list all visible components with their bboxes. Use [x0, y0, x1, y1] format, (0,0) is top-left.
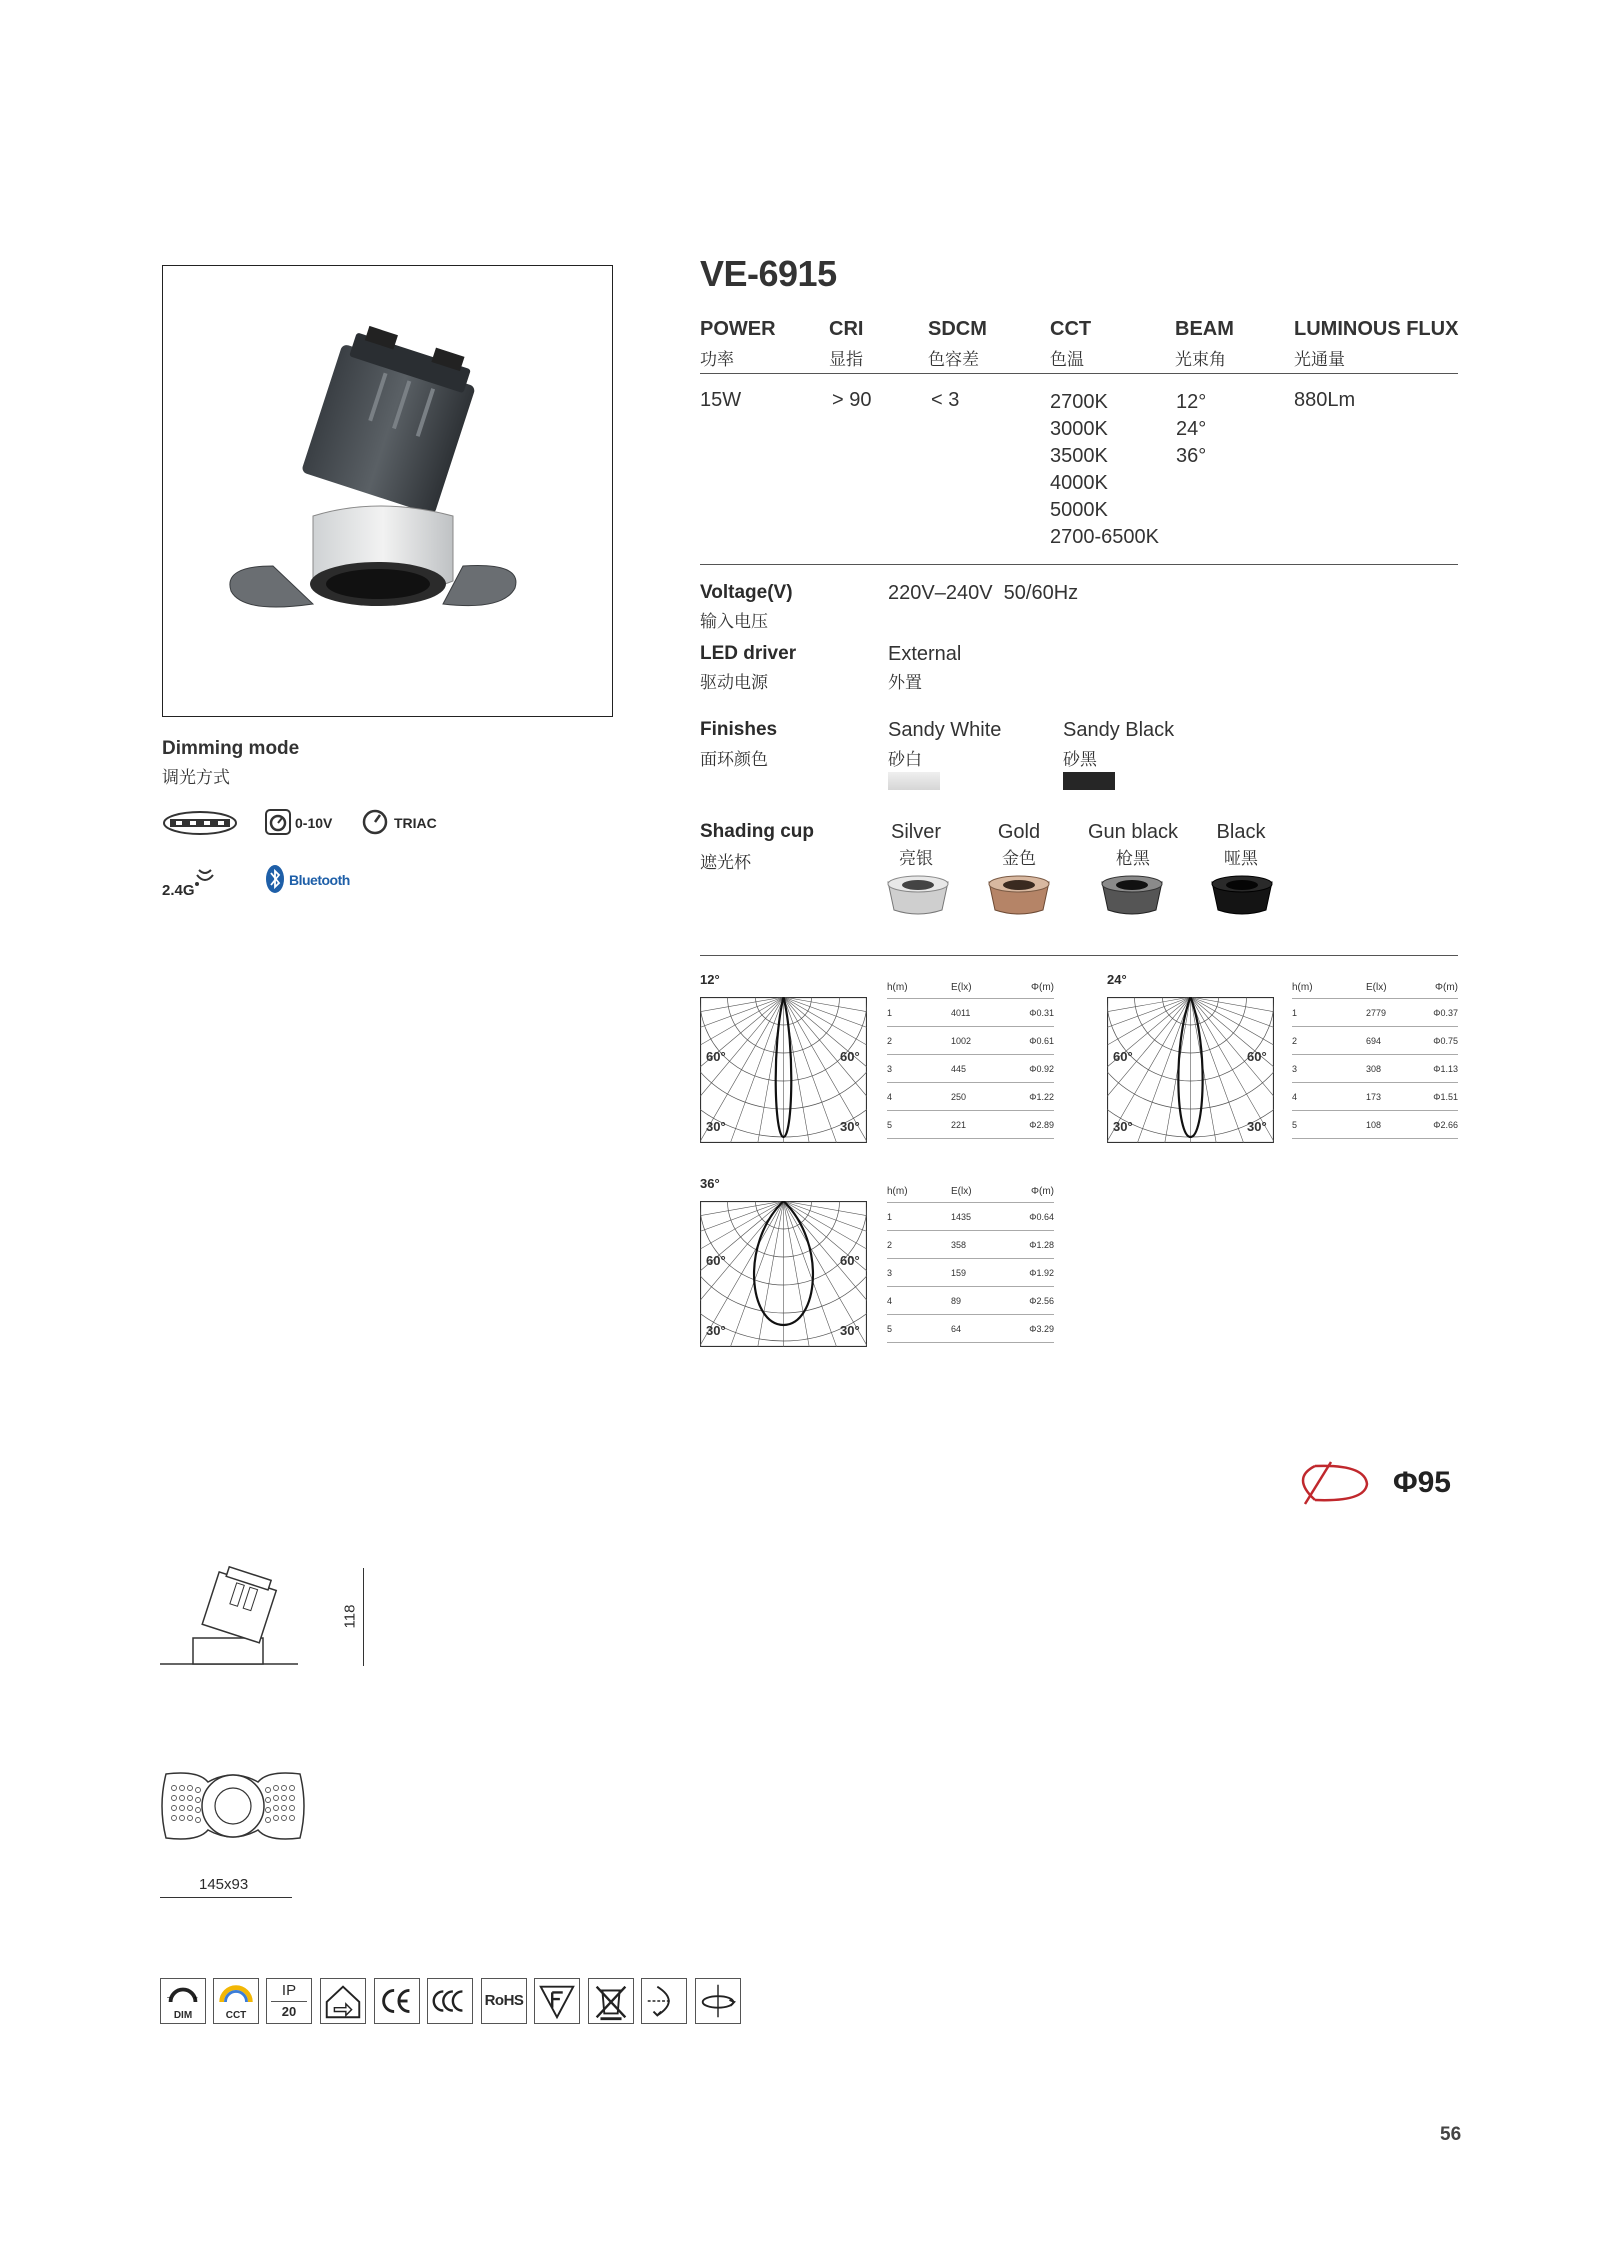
dimming-2-4g-label: 2.4G	[162, 882, 195, 899]
finish-sandy-black: Sandy Black	[1063, 719, 1175, 741]
finishes-label-cn: 面环颜色	[700, 750, 768, 769]
product-photo	[163, 266, 611, 715]
shading-cup-silver	[880, 821, 952, 869]
table-cell: Φ0.37	[1433, 1008, 1458, 1018]
table-cell: 3	[1292, 1064, 1298, 1074]
polar-label: 60°	[840, 1253, 860, 1268]
table-cell: Φ2.66	[1433, 1120, 1458, 1130]
triac-icon	[361, 808, 389, 841]
beam-chart-title: 24°	[1107, 972, 1127, 987]
table-cell: 3	[887, 1268, 893, 1278]
table-cell: Φ1.13	[1433, 1064, 1458, 1074]
shading-cup-label-cn: 遮光杯	[700, 853, 751, 872]
table-cell: 1002	[951, 1036, 972, 1046]
dim-icon	[160, 1978, 206, 2024]
product-image-frame	[162, 265, 613, 717]
table-cell: 1	[1292, 1008, 1298, 1018]
cct-label: CCT	[225, 2010, 247, 2021]
spec-sdcm-value: < 3	[931, 389, 960, 411]
spec-header-cct-cn: 色温	[1050, 350, 1084, 369]
table-header: Φ(m)	[1031, 1186, 1054, 1197]
tilt-angle-icon	[641, 1978, 687, 2024]
polar-label: 60°	[1113, 1049, 1133, 1064]
polar-label: 30°	[706, 1119, 726, 1134]
spec-cct-item: 2700K	[1050, 391, 1108, 413]
finish-sandy-white-cn: 砂白	[888, 750, 922, 769]
illuminance-table-24	[1292, 982, 1458, 1142]
spec-header-sdcm: SDCM	[928, 318, 987, 340]
product-model-title: VE-6915	[700, 253, 837, 294]
table-cell: 173	[1366, 1092, 1382, 1102]
cup-name-cn: 枪黑	[1116, 849, 1150, 868]
table-cell: 2	[887, 1036, 893, 1046]
spec-header-power: POWER	[700, 318, 776, 340]
finishes-label: Finishes	[700, 719, 778, 740]
table-cell: Φ1.22	[1029, 1092, 1054, 1102]
spec-header-flux: LUMINOUS FLUX	[1294, 318, 1459, 340]
table-cell: 250	[951, 1092, 967, 1102]
finish-sandy-black-cn: 砂黑	[1063, 750, 1097, 769]
spec-cct-item: 3500K	[1050, 445, 1108, 467]
table-cell: 5	[1292, 1120, 1298, 1130]
cutout-value: Φ95	[1393, 1466, 1451, 1499]
dali-icon	[162, 810, 238, 841]
table-cell: 5	[887, 1324, 893, 1334]
rotation-icon	[695, 1978, 741, 2024]
cup-name-cn: 亮银	[899, 849, 933, 868]
table-cell: 2	[887, 1240, 893, 1250]
cup-name: Gun black	[1087, 821, 1179, 843]
cup-name: Gold	[997, 821, 1041, 843]
beam-chart-title: 36°	[700, 1176, 720, 1191]
dimming-bluetooth-label: Bluetooth	[289, 872, 350, 888]
finish-sandy-white-swatch	[888, 772, 940, 790]
polar-label: 60°	[706, 1049, 726, 1064]
shading-cup-gold	[983, 821, 1055, 869]
polar-label: 30°	[706, 1323, 726, 1338]
spec-beam-item: 36°	[1176, 445, 1207, 467]
height-dimension-line	[363, 1568, 364, 1666]
dimming-triac-label: TRIAC	[394, 815, 437, 831]
spec-bottom-rule	[700, 564, 1458, 565]
table-cell: 1	[887, 1212, 893, 1222]
table-cell: 221	[951, 1120, 967, 1130]
table-cell: 4	[887, 1092, 893, 1102]
table-header: E(lx)	[951, 982, 972, 993]
table-header: h(m)	[887, 1186, 908, 1197]
beam-section-rule	[700, 955, 1458, 956]
table-cell: Φ1.51	[1433, 1092, 1458, 1102]
table-header: Φ(m)	[1435, 982, 1458, 993]
illuminance-table-12	[887, 982, 1054, 1142]
table-header: h(m)	[1292, 982, 1313, 993]
ce-mark-icon	[374, 1978, 420, 2024]
side-view-drawing	[160, 1550, 370, 1675]
polar-label: 30°	[840, 1119, 860, 1134]
cup-name-cn: 哑黑	[1224, 849, 1258, 868]
spec-header-sdcm-cn: 色容差	[928, 350, 979, 369]
table-cell: 64	[951, 1324, 962, 1334]
table-cell: Φ0.92	[1029, 1064, 1054, 1074]
table-cell: Φ0.64	[1029, 1212, 1054, 1222]
polar-label: 60°	[706, 1253, 726, 1268]
table-cell: 308	[1366, 1064, 1382, 1074]
size-dimension-line	[160, 1897, 292, 1898]
polar-label: 60°	[1247, 1049, 1267, 1064]
spec-header-cri-cn: 显指	[829, 350, 863, 369]
bluetooth-icon	[265, 864, 285, 899]
table-cell: Φ2.89	[1029, 1120, 1054, 1130]
front-view-drawing	[158, 1768, 308, 1849]
dimming-label-en: Dimming mode	[162, 738, 300, 759]
page-number: 56	[1440, 2124, 1462, 2145]
spec-header-beam-cn: 光束角	[1175, 350, 1226, 369]
spec-beam-list	[1176, 389, 1206, 470]
spec-header-cct: CCT	[1050, 318, 1092, 340]
cup-name: Black	[1216, 821, 1266, 843]
spec-cct-item: 5000K	[1050, 499, 1108, 521]
driver-label: LED driver	[700, 643, 797, 664]
spec-cct-item: 4000K	[1050, 472, 1108, 494]
table-cell: Φ0.75	[1433, 1036, 1458, 1046]
table-cell: Φ0.61	[1029, 1036, 1054, 1046]
ip-label: IP	[281, 1982, 297, 1999]
svg-text:−: −	[166, 1993, 172, 2003]
driver-label-cn: 驱动电源	[700, 673, 768, 692]
cup-name: Silver	[890, 821, 941, 843]
dim-label: DIM	[173, 2010, 193, 2021]
height-dimension: 118	[341, 1604, 359, 1629]
rohs-icon	[481, 1978, 527, 2024]
spec-cri-value: > 90	[832, 389, 872, 411]
spec-cct-list	[1050, 389, 1159, 551]
table-cell: 445	[951, 1064, 967, 1074]
table-cell: 159	[951, 1268, 967, 1278]
table-header: E(lx)	[951, 1186, 972, 1197]
table-cell: 2779	[1366, 1008, 1387, 1018]
table-cell: 4	[887, 1296, 893, 1306]
finish-sandy-black-swatch	[1063, 772, 1115, 790]
polar-label: 60°	[840, 1049, 860, 1064]
table-cell: 4011	[951, 1008, 971, 1018]
table-cell: 1435	[951, 1212, 972, 1222]
rohs-label: RoHS	[484, 1992, 524, 2009]
table-header: E(lx)	[1366, 982, 1387, 993]
table-cell: 4	[1292, 1092, 1298, 1102]
table-cell: 108	[1366, 1120, 1382, 1130]
shading-cup-black	[1205, 821, 1277, 869]
cup-gun-black-image	[1096, 872, 1168, 925]
spec-header-power-cn: 功率	[700, 350, 734, 369]
table-cell: Φ2.56	[1029, 1296, 1054, 1306]
table-header: Φ(m)	[1031, 982, 1054, 993]
spec-beam-item: 24°	[1176, 418, 1207, 440]
table-cell: 2	[1292, 1036, 1298, 1046]
voltage-value: 220V–240V 50/60Hz	[888, 582, 1079, 604]
cup-gold-image	[983, 872, 1055, 925]
spec-power-value: 15W	[700, 389, 742, 411]
size-dimension: 145x93	[199, 1876, 249, 1893]
table-cell: 358	[951, 1240, 967, 1250]
cutout-icon	[1285, 1458, 1375, 1513]
shading-cup-gun-black	[1073, 821, 1193, 869]
ip-value: 20	[281, 2004, 297, 2019]
spec-cct-item: 2700-6500K	[1050, 526, 1159, 548]
weee-bin-icon	[588, 1978, 634, 2024]
spec-header-beam: BEAM	[1175, 318, 1234, 340]
table-cell: Φ0.31	[1029, 1008, 1054, 1018]
wireless-signal-icon	[193, 866, 215, 893]
voltage-label: Voltage(V)	[700, 582, 793, 603]
dimmer-0-10v-icon	[264, 808, 292, 841]
cup-black-image	[1206, 872, 1278, 925]
table-cell: 89	[951, 1296, 962, 1306]
spec-header-rule	[700, 373, 1458, 374]
table-cell: 694	[1366, 1036, 1382, 1046]
table-cell: 1	[887, 1008, 893, 1018]
cup-name-cn: 金色	[1002, 849, 1036, 868]
spec-header-flux-cn: 光通量	[1294, 350, 1345, 369]
polar-label: 30°	[1113, 1119, 1133, 1134]
polar-label: 30°	[840, 1323, 860, 1338]
driver-value: External	[888, 643, 962, 665]
driver-value-cn: 外置	[888, 673, 922, 692]
shading-cup-label: Shading cup	[700, 821, 814, 842]
cup-silver-image	[882, 872, 954, 925]
spec-flux-value: 880Lm	[1294, 389, 1356, 411]
ccc-mark-icon	[427, 1978, 473, 2024]
cct-icon	[213, 1978, 259, 2024]
table-cell: Φ1.92	[1029, 1268, 1054, 1278]
table-cell: 3	[887, 1064, 893, 1074]
table-header: h(m)	[887, 982, 908, 993]
spec-cct-item: 3000K	[1050, 418, 1108, 440]
ip-rating-icon	[266, 1978, 312, 2024]
svg-text:+: +	[193, 1993, 198, 2003]
beam-chart-title: 12°	[700, 972, 720, 987]
voltage-label-cn: 输入电压	[700, 612, 768, 631]
illuminance-table-36	[887, 1186, 1054, 1346]
dimming-label-cn: 调光方式	[162, 768, 230, 787]
polar-label: 30°	[1247, 1119, 1267, 1134]
table-cell: Φ3.29	[1029, 1324, 1054, 1334]
dimming-0-10v-label: 0-10V	[295, 815, 333, 831]
table-cell: Φ1.28	[1029, 1240, 1054, 1250]
table-cell: 5	[887, 1120, 893, 1130]
finish-sandy-white: Sandy White	[888, 719, 1002, 741]
indoor-use-icon	[320, 1978, 366, 2024]
f-mark-icon	[534, 1978, 580, 2024]
spec-header-cri: CRI	[829, 318, 864, 340]
spec-beam-item: 12°	[1176, 391, 1207, 413]
